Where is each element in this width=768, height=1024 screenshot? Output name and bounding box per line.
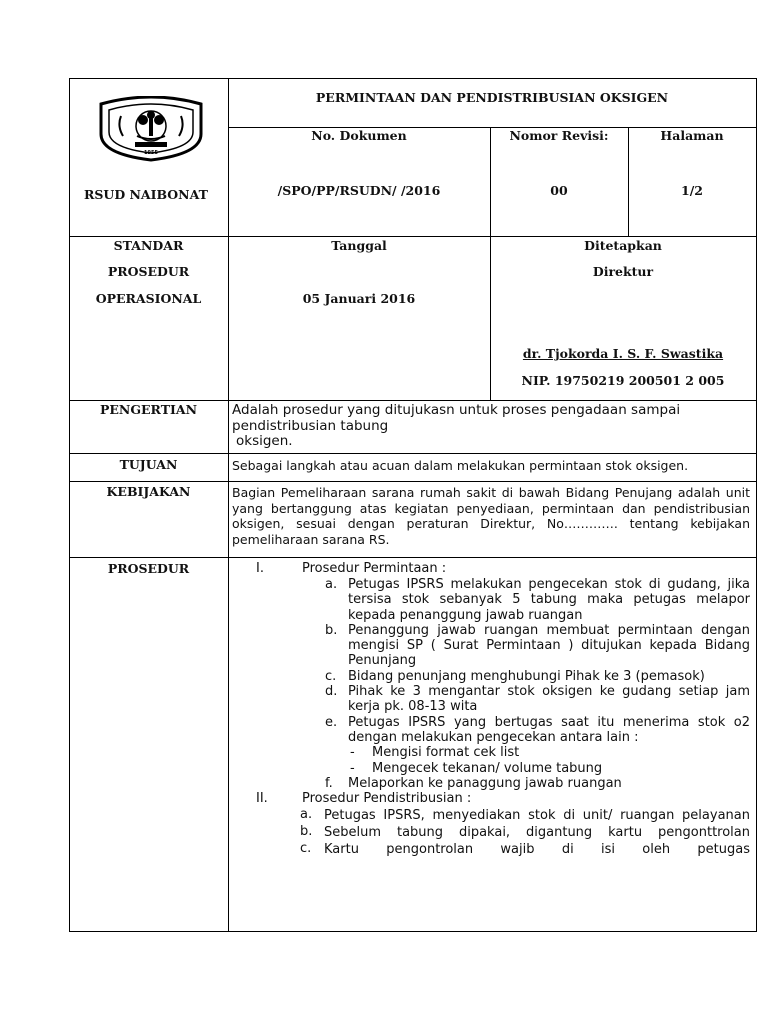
list-marker: d. xyxy=(325,684,338,700)
table-column-divider xyxy=(228,78,229,932)
revision-label: Nomor Revisi: xyxy=(509,128,609,143)
sop-label-prosedur: PROSEDUR xyxy=(107,264,190,279)
list-item-text: Mengecek tekanan/ volume tabung xyxy=(372,760,603,776)
hospital-logo-emblem xyxy=(99,96,203,162)
list-item-text: Mengisi format cek list xyxy=(372,745,520,761)
prosedur-ii-number: II. xyxy=(256,791,268,807)
prosedur-ii-title: Prosedur Pendistribusian : xyxy=(302,791,472,807)
prosedur-i-item xyxy=(232,623,752,669)
pengertian-line-1: Adalah prosedur yang ditujukasn untuk proses pengadaan sampai pendistribusian tabung xyxy=(232,402,681,434)
document-title: PERMINTAAN DAN PENDISTRIBUSIAN OKSIGEN xyxy=(315,90,669,105)
list-item-text: Melaporkan ke panaggung jawab ruangan xyxy=(348,775,622,791)
list-item-text: Sebelum tabung dipakai, digantung kartu pengonttrolan xyxy=(324,825,750,841)
table-border-top xyxy=(69,78,757,79)
prosedur-ii-item xyxy=(232,824,752,841)
rev-page-divider xyxy=(628,127,629,236)
list-marker: a. xyxy=(300,807,313,823)
list-item-text: Pihak ke 3 mengantar stok oksigen ke gudang setiap jam kerja pk. 08-13 wita xyxy=(348,684,750,715)
list-marker: c. xyxy=(300,841,312,857)
table-border-right xyxy=(756,78,757,932)
row-divider-pengertian xyxy=(69,400,757,401)
prosedur-label: PROSEDUR xyxy=(107,561,190,576)
prosedur-i-item xyxy=(232,715,752,746)
row-divider-kebijakan xyxy=(69,481,757,482)
doc-number-value: /SPO/PP/RSUDN/ /2016 xyxy=(277,183,441,198)
kebijakan-text: Bagian Pemeliharaan sarana rumah sakit di bawah Bidang Penujang adalah unit yang bertanggung atas kegiatan penyediaan, permintaan dan pendistribusian oksigen, sesuai dengan peraturan Direktur, No…………. tentang kebijakan pemeliharaan sarana RS. xyxy=(232,485,750,547)
prosedur-i-subitem xyxy=(232,761,752,776)
list-item-text: Penanggung jawab ruangan membuat permintaan dengan mengisi SP ( Surat Permintaan ) ditujukan kepada Bidang Penunjang xyxy=(348,622,750,669)
table-border-bottom xyxy=(69,931,757,932)
prosedur-i-subitem xyxy=(232,745,752,760)
date-value: 05 Januari 2016 xyxy=(302,291,416,306)
prosedur-i-item-last xyxy=(232,776,752,791)
tujuan-text: Sebagai langkah atau acuan dalam melakukan permintaan stok oksigen. xyxy=(232,458,689,473)
signer-nip: NIP. 19750219 200501 2 005 xyxy=(521,373,725,388)
row-divider-sop xyxy=(69,236,757,237)
prosedur-i-item xyxy=(232,684,752,715)
prosedur-content xyxy=(232,561,752,858)
prosedur-ii-heading xyxy=(232,791,752,807)
prosedur-ii-item xyxy=(232,807,752,824)
logo-year-text: 1955 xyxy=(144,150,158,156)
tujuan-label: TUJUAN xyxy=(119,457,178,472)
pengertian-text xyxy=(232,403,752,450)
list-item-text: Petugas IPSRS yang bertugas saat itu menerima stok o2 dengan melakukan pengecekan antara lain : xyxy=(348,714,750,745)
list-marker: b. xyxy=(325,622,338,638)
row-divider-prosedur xyxy=(69,557,757,558)
prosedur-i-item xyxy=(232,577,752,623)
list-item-text: Bidang penunjang menghubungi Pihak ke 3 (pemasok) xyxy=(348,668,705,684)
kebijakan-label: KEBIJAKAN xyxy=(106,484,191,499)
list-item-text: Kartu pengontrolan wajib di isi oleh petugas xyxy=(324,842,750,858)
prosedur-i-number: I. xyxy=(256,561,264,576)
direktur-label: Direktur xyxy=(592,264,654,279)
doc-number-label: No. Dokumen xyxy=(311,128,407,143)
prosedur-i-list xyxy=(232,577,752,791)
page-label: Halaman xyxy=(660,128,724,143)
prosedur-i-title: Prosedur Permintaan : xyxy=(302,561,447,576)
pengertian-label: PENGERTIAN xyxy=(100,402,197,417)
table-border-left xyxy=(69,78,70,932)
prosedur-ii-item xyxy=(232,841,752,858)
revision-value: 00 xyxy=(550,183,568,198)
list-item-text: Petugas IPSRS, menyediakan stok di unit/ ruangan pelayanan xyxy=(324,808,750,824)
signer-name: dr. Tjokorda I. S. F. Swastika xyxy=(522,346,724,361)
list-marker: c. xyxy=(325,668,337,684)
prosedur-ii-list xyxy=(232,807,752,858)
list-marker: - xyxy=(350,745,355,761)
list-marker: f. xyxy=(325,775,333,791)
date-label: Tanggal xyxy=(331,238,387,253)
list-marker: a. xyxy=(325,577,338,592)
prosedur-i-item xyxy=(232,669,752,684)
hospital-name: RSUD NAIBONAT xyxy=(84,187,208,202)
pengertian-line-2: oksigen. xyxy=(236,433,293,449)
row-divider-tujuan xyxy=(69,453,757,454)
prosedur-i-heading xyxy=(232,561,752,577)
list-item-text: Petugas IPSRS melakukan pengecekan stok di gudang, jika tersisa stok sebanyak 5 tabung maka petugas melapor kepada penanggung jawab ruangan xyxy=(348,577,750,623)
doc-rev-divider xyxy=(490,127,491,236)
ditetapkan-label: Ditetapkan xyxy=(584,238,662,253)
page-value: 1/2 xyxy=(681,183,703,198)
list-marker: b. xyxy=(300,824,313,840)
sop-label-standar: STANDAR xyxy=(113,238,184,253)
list-marker: - xyxy=(350,760,355,776)
sop-label-operasional: OPERASIONAL xyxy=(95,291,202,306)
list-marker: e. xyxy=(325,714,338,730)
